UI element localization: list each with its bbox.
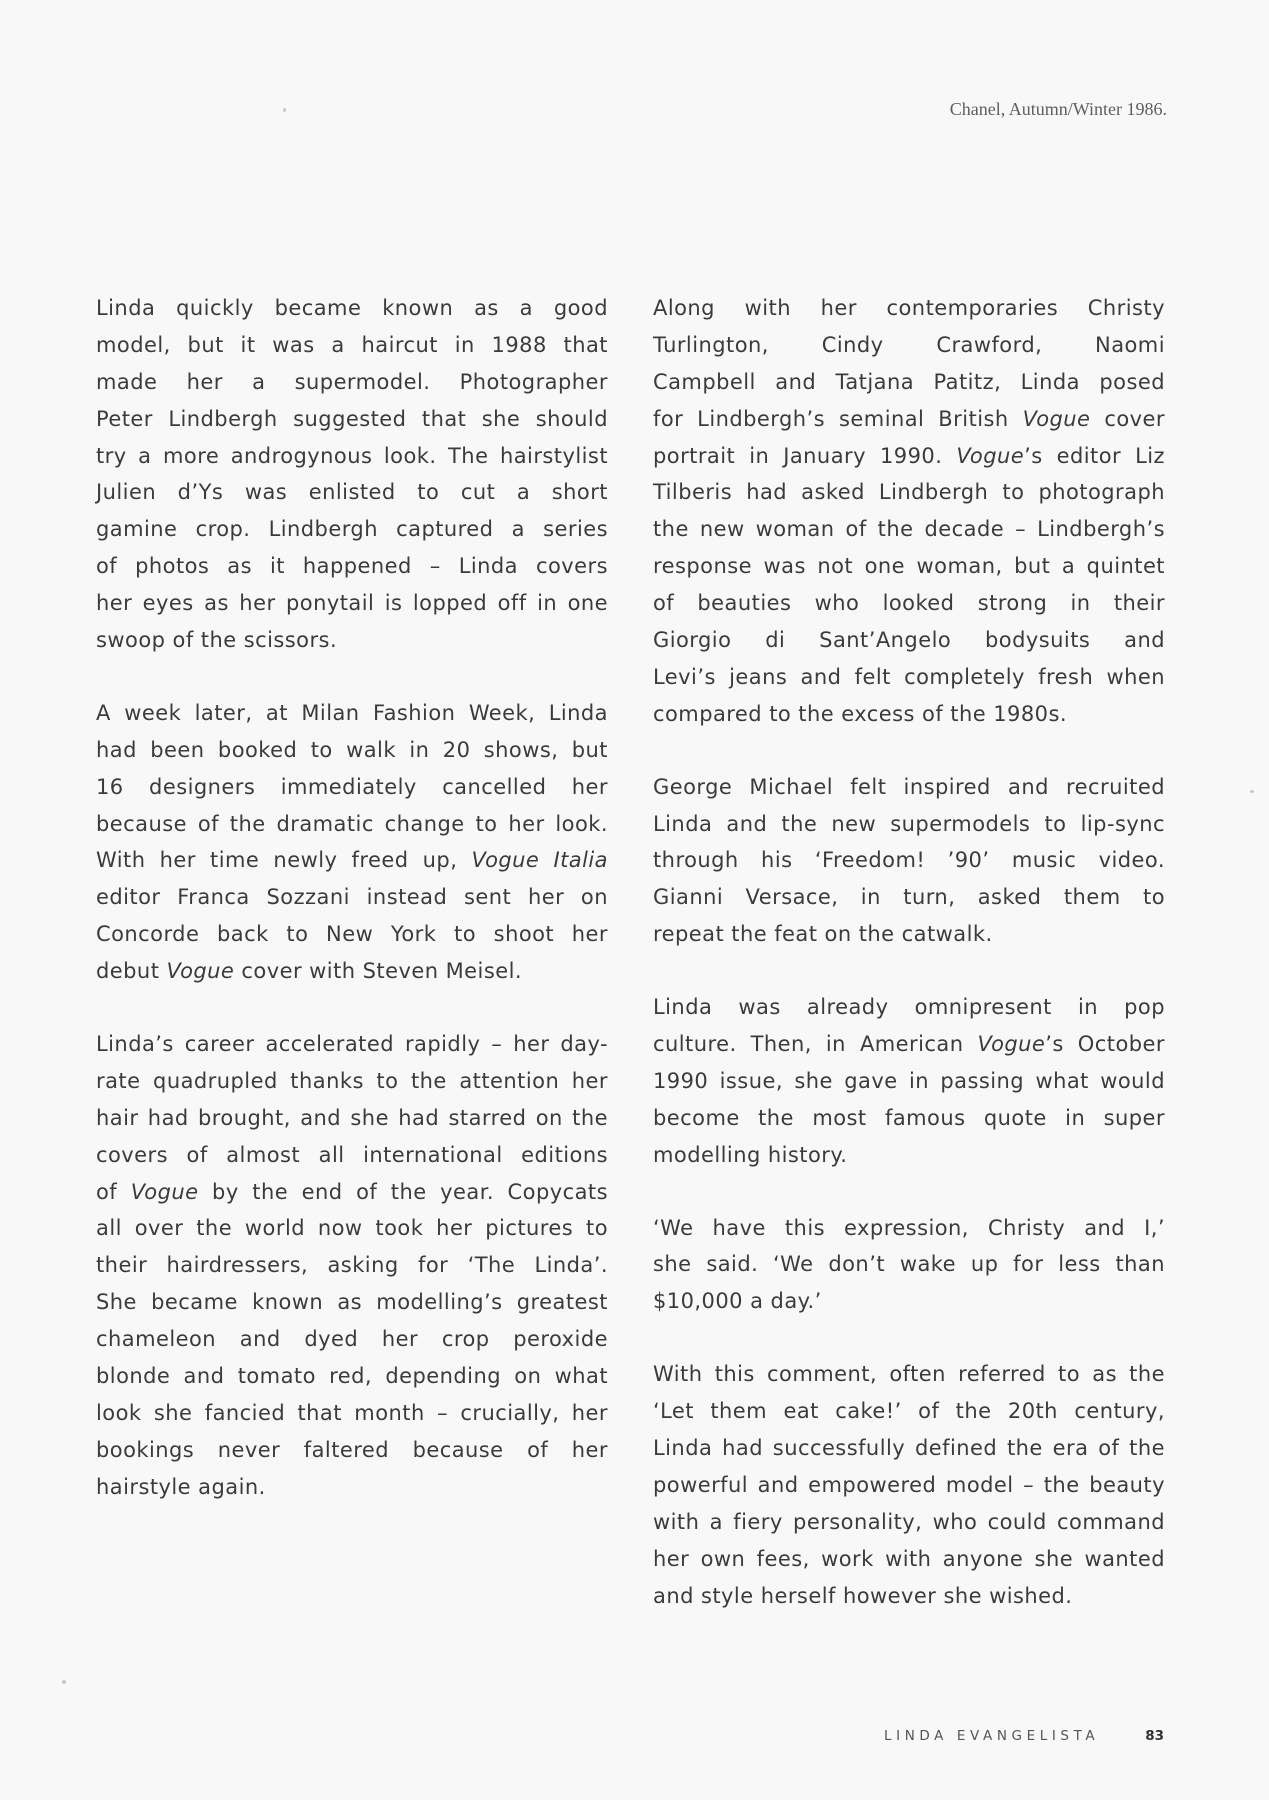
- text-line: [653, 622, 1165, 659]
- paragraph: [653, 1210, 1165, 1321]
- text-run: hair had brought, and she had starred on the: [96, 1105, 608, 1130]
- text-line: [96, 327, 608, 364]
- text-line: [96, 1358, 608, 1395]
- text-line: [96, 585, 608, 622]
- text-run: Linda had successfully defined the era of the: [653, 1436, 1165, 1461]
- text-run: covers of almost all international editions: [96, 1142, 608, 1167]
- text-run: by the end of the year. Copycats: [198, 1179, 608, 1204]
- text-run: response was not one woman, but a quintet: [653, 554, 1165, 579]
- running-head: LINDA EVANGELISTA: [884, 1728, 1100, 1744]
- text-line: [653, 1356, 1165, 1393]
- text-run: with a fiery personality, who could command: [653, 1509, 1165, 1534]
- text-line: [653, 474, 1165, 511]
- text-line: [653, 916, 1165, 953]
- text-run: Concorde back to New York to shoot her: [96, 922, 608, 947]
- text-line: [653, 769, 1165, 806]
- text-run: because of the dramatic change to her look.: [96, 811, 608, 836]
- text-run: With this comment, often referred to as the: [653, 1362, 1165, 1387]
- text-run: Levi’s jeans and felt completely fresh when: [653, 664, 1165, 689]
- text-line: [653, 879, 1165, 916]
- italic-title: Vogue Italia: [471, 848, 608, 873]
- text-run: A week later, at Milan Fashion Week, Linda: [96, 700, 608, 725]
- text-line: [653, 1137, 1165, 1174]
- text-run: Linda quickly became known as a good: [96, 296, 608, 320]
- text-run: George Michael felt inspired and recruited: [653, 774, 1165, 799]
- italic-title: Vogue: [166, 959, 235, 984]
- text-run: Campbell and Tatjana Patitz, Linda posed: [653, 369, 1165, 394]
- text-run: model, but it was a haircut in 1988 that: [96, 332, 608, 357]
- text-run: 16 designers immediately cancelled her: [96, 774, 608, 799]
- text-line: [653, 1026, 1165, 1063]
- text-line: [653, 1246, 1165, 1283]
- text-line: [653, 1504, 1165, 1541]
- scan-speck: [283, 108, 286, 112]
- text-run: Peter Lindbergh suggested that she should: [96, 406, 608, 431]
- text-run: debut: [96, 959, 167, 984]
- text-line: [653, 1063, 1165, 1100]
- text-run: her eyes as her ponytail is lopped off in one: [96, 591, 608, 616]
- text-line: [653, 1430, 1165, 1467]
- text-line: [96, 1063, 608, 1100]
- text-line: [653, 842, 1165, 879]
- text-line: [653, 1541, 1165, 1578]
- text-line: [653, 511, 1165, 548]
- text-line: [653, 1100, 1165, 1137]
- text-line: [653, 1467, 1165, 1504]
- text-run: Julien d’Ys was enlisted to cut a short: [96, 480, 608, 505]
- text-run: ’s October: [1045, 1032, 1165, 1057]
- text-run: ‘Let them eat cake!’ of the 20th century,: [653, 1399, 1165, 1424]
- text-line: [653, 401, 1165, 438]
- paragraph: [653, 769, 1165, 953]
- text-run: try a more androgynous look. The hairstylist: [96, 443, 608, 468]
- text-line: [96, 769, 608, 806]
- text-line: [653, 290, 1165, 327]
- text-line: [96, 1321, 608, 1358]
- text-run: look she fancied that month – crucially, her: [96, 1400, 608, 1425]
- text-run: Gianni Versace, in turn, asked them to: [653, 885, 1165, 910]
- page-footer: [884, 1726, 1164, 1746]
- italic-title: Vogue: [956, 443, 1025, 468]
- text-line: [96, 474, 608, 511]
- text-line: [653, 1393, 1165, 1430]
- text-run: modelling history.: [653, 1142, 848, 1167]
- text-run: for Lindbergh’s seminal British: [653, 406, 1023, 431]
- text-run: cover: [1090, 406, 1165, 431]
- text-run: bookings never faltered because of her: [96, 1437, 608, 1462]
- text-line: [96, 1284, 608, 1321]
- text-run: of photos as it happened – Linda covers: [96, 554, 608, 579]
- text-run: rate quadrupled thanks to the attention her: [96, 1068, 608, 1093]
- text-run: become the most famous quote in super: [653, 1105, 1165, 1130]
- text-line: [653, 585, 1165, 622]
- text-line: [96, 1174, 608, 1211]
- scan-speck: [62, 1680, 66, 1684]
- text-run: Linda was already omnipresent in pop: [653, 995, 1165, 1020]
- text-line: [96, 622, 608, 659]
- text-run: She became known as modelling’s greatest: [96, 1290, 608, 1315]
- text-line: [653, 659, 1165, 696]
- text-run: portrait in January 1990.: [653, 443, 957, 468]
- italic-title: Vogue: [977, 1032, 1046, 1057]
- text-run: Linda’s career accelerated rapidly – her day-: [96, 1032, 608, 1057]
- text-line: [653, 1578, 1165, 1615]
- text-line: [653, 548, 1165, 585]
- text-run: had been booked to walk in 20 shows, but: [96, 737, 608, 762]
- text-column-left: [96, 290, 608, 1542]
- text-line: [96, 401, 608, 438]
- text-line: [96, 732, 608, 769]
- text-line: [96, 695, 608, 732]
- text-run: made her a supermodel. Photographer: [96, 369, 608, 394]
- text-line: [653, 696, 1165, 733]
- text-line: [653, 989, 1165, 1026]
- text-line: [96, 879, 608, 916]
- text-line: [653, 438, 1165, 475]
- text-line: [96, 511, 608, 548]
- text-line: [96, 1432, 608, 1469]
- text-column-right: [653, 290, 1165, 1651]
- text-run: Turlington, Cindy Crawford, Naomi: [653, 332, 1165, 357]
- text-run: their hairdressers, asking for ‘The Linda’.: [96, 1253, 608, 1278]
- text-run: she said. ‘We don’t wake up for less than: [653, 1252, 1165, 1277]
- text-run: Giorgio di Sant’Angelo bodysuits and: [653, 628, 1165, 653]
- text-run: $10,000 a day.’: [653, 1289, 822, 1314]
- italic-title: Vogue: [1022, 406, 1091, 431]
- text-run: Tilberis had asked Lindbergh to photograph: [653, 480, 1165, 505]
- text-run: her own fees, work with anyone she wanted: [653, 1546, 1165, 1571]
- text-run: Along with her contemporaries Christy: [653, 296, 1165, 320]
- text-line: [96, 290, 608, 327]
- text-line: [96, 438, 608, 475]
- text-line: [96, 953, 608, 990]
- text-line: [96, 1137, 608, 1174]
- text-line: [96, 916, 608, 953]
- text-run: editor Franca Sozzani instead sent her on: [96, 885, 608, 910]
- paragraph: [653, 290, 1165, 733]
- text-run: repeat the feat on the catwalk.: [653, 922, 993, 947]
- text-run: swoop of the scissors.: [96, 628, 338, 653]
- text-line: [96, 806, 608, 843]
- page-number: 83: [1145, 1728, 1164, 1744]
- text-line: [96, 1247, 608, 1284]
- text-line: [653, 364, 1165, 401]
- text-line: [653, 1210, 1165, 1247]
- text-line: [653, 806, 1165, 843]
- text-line: [96, 1100, 608, 1137]
- paragraph: [653, 1356, 1165, 1614]
- paragraph: [96, 290, 608, 659]
- text-run: of beauties who looked strong in their: [653, 591, 1165, 616]
- text-line: [96, 548, 608, 585]
- text-line: [96, 1469, 608, 1506]
- text-line: [96, 842, 608, 879]
- text-run: ’s editor Liz: [1024, 443, 1165, 468]
- text-run: cover with Steven Meisel.: [234, 959, 523, 984]
- text-line: [96, 1210, 608, 1247]
- text-line: [96, 364, 608, 401]
- photo-caption: Chanel, Autumn/Winter 1986.: [949, 99, 1167, 119]
- text-line: [96, 1026, 608, 1063]
- paragraph: [653, 989, 1165, 1173]
- text-run: Linda and the new supermodels to lip-sync: [653, 811, 1165, 836]
- text-run: chameleon and dyed her crop peroxide: [96, 1327, 608, 1352]
- text-line: [96, 1395, 608, 1432]
- italic-title: Vogue: [130, 1179, 199, 1204]
- text-run: gamine crop. Lindbergh captured a series: [96, 517, 608, 542]
- text-run: through his ‘Freedom! ’90’ music video.: [653, 848, 1165, 873]
- text-run: 1990 issue, she gave in passing what would: [653, 1068, 1165, 1093]
- paragraph: [96, 1026, 608, 1506]
- text-run: With her time newly freed up,: [96, 848, 472, 873]
- text-run: all over the world now took her pictures to: [96, 1216, 608, 1241]
- text-run: hairstyle again.: [96, 1474, 266, 1499]
- text-run: culture. Then, in American: [653, 1032, 978, 1057]
- text-run: and style herself however she wished.: [653, 1583, 1073, 1608]
- scan-speck: [1250, 790, 1254, 793]
- text-run: of: [96, 1179, 131, 1204]
- text-run: compared to the excess of the 1980s.: [653, 701, 1067, 726]
- text-run: the new woman of the decade – Lindbergh’s: [653, 517, 1165, 542]
- text-run: blonde and tomato red, depending on what: [96, 1364, 608, 1389]
- paragraph: [96, 695, 608, 990]
- text-run: ‘We have this expression, Christy and I,’: [653, 1215, 1165, 1240]
- text-run: powerful and empowered model – the beauty: [653, 1472, 1165, 1497]
- text-line: [653, 1283, 1165, 1320]
- text-line: [653, 327, 1165, 364]
